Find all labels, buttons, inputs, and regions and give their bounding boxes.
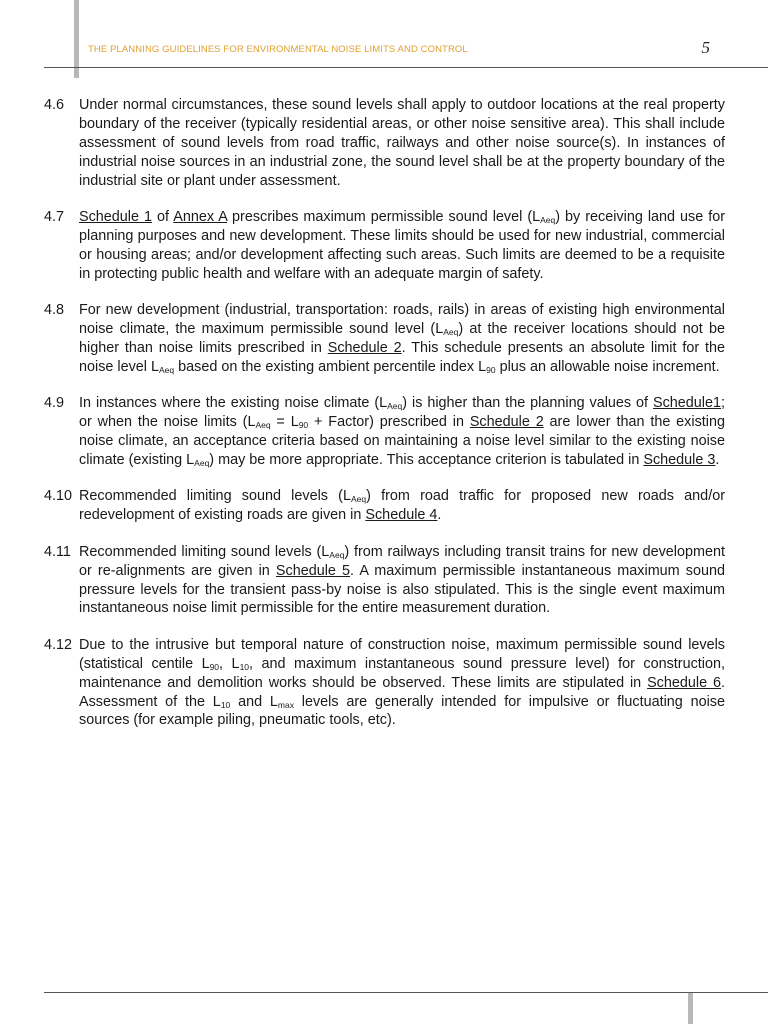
section-4-7 [44,208,725,284]
section-number: 4.9 [44,395,65,412]
schedule-reference: Schedule 2 [469,414,544,431]
subscript: Aeq [443,327,459,338]
section-text [79,96,725,191]
footer-rule [44,992,768,993]
text-run: + Factor) prescribed in [308,414,470,431]
section-text [79,208,725,284]
section-4-10 [44,487,725,525]
document-body [44,96,725,748]
subscript: Aeq [540,215,556,226]
subscript: Aeq [350,494,367,505]
text-run: ) from railways including transit trains for new development or re-alignments are given in [79,543,725,579]
subscript: Aeq [194,458,210,468]
text-run: ) from road traffic for proposed new roads and/or redevelopment of existing roads are given in [79,488,725,524]
subscript: 90 [209,661,220,672]
text-run: . This schedule presents an absolute limit for the noise level L [79,339,725,375]
schedule-reference: Schedule 4 [365,507,438,524]
text-run: Recommended limiting sound levels (L [79,543,330,560]
running-header-title: THE PLANNING GUIDELINES FOR ENVIRONMENTAL NOISE LIMITS AND CONTROL [88,44,468,55]
section-text [79,543,725,619]
text-run: , L [219,655,240,672]
section-number: 4.7 [44,209,65,226]
section-number: 4.10 [44,488,73,505]
text-run: Due to the intrusive but temporal nature of construction noise, maximum permissible sound levels (statistical centile L [79,636,725,672]
schedule-reference: Schedule 5 [275,562,351,579]
subscript: Aeq [329,549,345,560]
section-text [79,301,725,377]
schedule-reference: Schedule 1 [79,209,153,226]
subscript: max [277,699,294,710]
text-run: . [437,507,442,524]
text-run: ) may be more appropriate. This acceptance criterion is tabulated in [209,452,644,468]
text-run: In instances where the existing noise climate (L [79,395,388,412]
text-run: plus an allowable noise increment. [495,358,720,375]
section-text [79,394,725,470]
subscript: 10 [239,661,250,672]
schedule-reference: Schedule1 [652,395,721,412]
subscript: Aeq [255,420,271,431]
subscript: 10 [220,699,231,710]
text-run: . [715,452,720,468]
section-number: 4.12 [44,636,73,653]
section-4-11 [44,543,725,619]
text-run: are lower than the existing noise climate, an acceptance criteria based on maintaining a noise level similar to the existing noise climate (existing L [79,414,725,468]
schedule-reference: Schedule 3 [643,452,716,468]
text-run: , and maximum instantaneous sound pressure level) for construction, maintenance and demolition works should be observed. These limits are stipulated in [79,655,725,691]
section-4-9 [44,394,725,470]
text-run: For new development (industrial, transportation: roads, rails) in areas of existing high environmental noise climate, the maximum permissible sound level (L [79,302,725,338]
subscript: Aeq [159,364,175,375]
text-run: ) at the receiver locations should not be higher than noise limits prescribed in [79,321,725,356]
text-run: . A maximum permissible instantaneous maximum sound pressure levels for the transient pass-by noise is also stipulated. This is the single event maximum instantaneous noise limit permissible for the entire measurement duration. [79,562,725,617]
section-4-8 [44,301,725,377]
footer-accent-bar [688,993,693,1024]
schedule-reference: Schedule 6 [647,674,721,691]
text-run: ) is higher than the planning values of [402,395,653,412]
text-run: ; or when the noise limits (L [79,395,725,431]
text-run: . Assessment of the L [79,674,725,710]
section-number: 4.11 [44,543,71,560]
schedule-reference: Schedule 2 [327,339,402,356]
text-run: Under normal circumstances, these sound levels shall apply to outdoor locations at the real property boundary of the receiver (typically residential areas, or other noise sensitive area). This shall include assessment of sound levels from road traffic, railways and other noise source(s). In instances of industrial noise sources in an industrial zone, the sound level shall be at the property boundary of the industrial site or plant under assessment. [79,97,725,189]
section-text [79,487,725,525]
header-rule [44,67,768,68]
section-text [79,636,725,731]
section-4-12 [44,636,725,731]
section-number: 4.8 [44,302,65,319]
text-run: prescribes maximum permissible sound level (L [227,209,541,226]
text-run: levels are generally intended for impulsive or fluctuating noise sources (for example piling, pneumatic tools, etc). [79,693,725,729]
text-run: Recommended limiting sound levels (L [79,488,351,505]
text-run: and L [230,693,278,710]
subscript: 90 [298,420,309,431]
text-run: ) by receiving land use for planning purposes and new development. These limits should be used for new industrial, commercial or housing areas; and/or development affecting such areas. Such limits are deemed to be a requisite in protecting public health and welfare with an adequate margin of safety. [79,209,726,282]
section-number: 4.6 [44,97,65,113]
subscript: 90 [486,364,496,375]
schedule-reference: Annex A [173,209,228,226]
text-run: of [152,209,174,226]
subscript: Aeq [387,401,403,412]
text-run: = L [270,414,299,431]
text-run: based on the existing ambient percentile index L [174,358,487,375]
page-number: 5 [701,38,710,57]
section-4-6 [44,96,725,191]
